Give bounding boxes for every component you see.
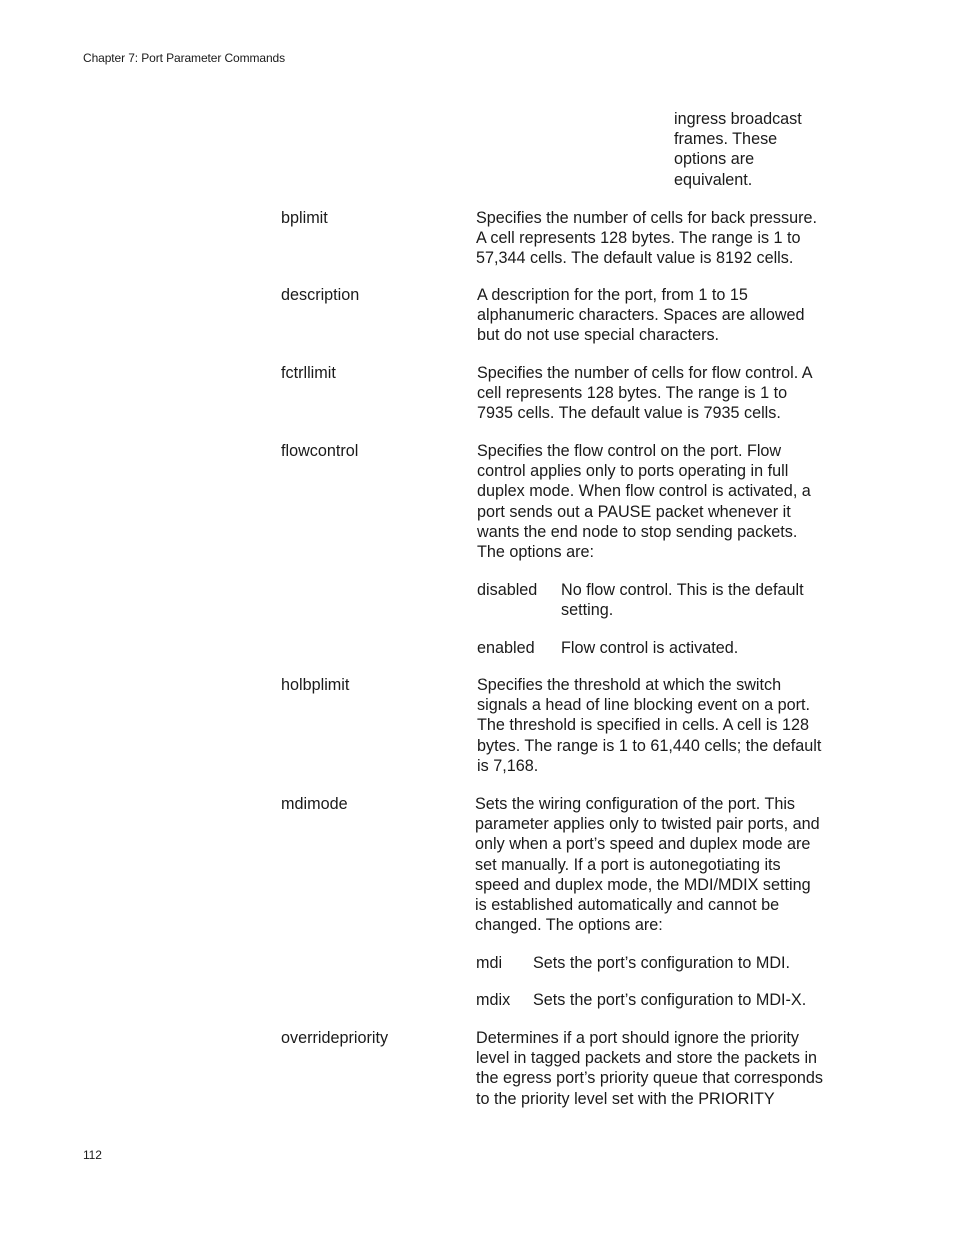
text-line: duplex mode. When flow control is activated, a — [477, 482, 811, 501]
text-line: The threshold is specified in cells. A cell is 128 — [477, 716, 810, 735]
param-name-flowcontrol: flowcontrol — [281, 442, 359, 460]
running-header: Chapter 7: Port Parameter Commands — [83, 51, 286, 65]
text-line: bytes. The range is 1 to 61,440 cells; the default — [477, 736, 822, 755]
option-name-enabled: enabled — [477, 639, 535, 657]
param-name-description: description — [281, 286, 360, 304]
text-line: Specifies the number of cells for flow control. A — [477, 364, 813, 382]
option-desc-enabled — [561, 638, 738, 658]
option-desc-disabled — [561, 580, 804, 620]
text-line: signals a head of line blocking event on a port. — [477, 696, 810, 715]
param-desc-description — [477, 285, 805, 346]
param-name-bplimit: bplimit — [281, 209, 328, 227]
text-line: equivalent. — [674, 170, 753, 189]
text-line: speed and duplex mode, the MDI/MDIX setting — [475, 875, 811, 894]
text-line: only when a port’s speed and duplex mode are — [475, 835, 811, 854]
option-name-disabled: disabled — [477, 581, 538, 599]
param-desc-mdimode — [475, 794, 820, 935]
param-desc-flowcontrol — [477, 441, 811, 562]
option-name-mdi: mdi — [476, 954, 503, 972]
text-line: options are — [674, 150, 755, 169]
text-line: control applies only to ports operating in full — [477, 462, 789, 481]
option-desc-mdi — [533, 953, 790, 973]
text-line: is established automatically and cannot be — [475, 896, 780, 915]
param-name-holbplimit: holbplimit — [281, 676, 350, 694]
text-line: set manually. If a port is autonegotiating its — [475, 855, 781, 874]
param-desc-fctrllimit — [477, 363, 813, 424]
text-line: changed. The options are: — [475, 916, 663, 935]
param-desc-bplimit — [476, 208, 817, 269]
text-line: Sets the port’s configuration to MDI-X. — [533, 991, 807, 1009]
text-line: frames. These — [674, 130, 778, 149]
param-name-fctrllimit: fctrllimit — [281, 364, 336, 382]
text-line: The options are: — [477, 543, 594, 562]
text-line: ingress broadcast — [674, 110, 802, 128]
option-desc-mdix — [533, 990, 806, 1010]
continuation-text — [674, 109, 802, 190]
text-line: to the priority level set with the PRIORITY — [476, 1089, 775, 1108]
text-line: Specifies the threshold at which the switch — [477, 676, 782, 694]
text-line: is 7,168. — [477, 756, 539, 775]
text-line: setting. — [561, 601, 614, 620]
text-line: 57,344 cells. The default value is 8192 cells. — [476, 249, 794, 268]
text-line: A cell represents 128 bytes. The range is 1 to — [476, 229, 801, 248]
text-line: 7935 cells. The default value is 7935 cells. — [477, 404, 781, 423]
text-line: Determines if a port should ignore the priority — [476, 1029, 800, 1047]
text-line: but do not use special characters. — [477, 326, 720, 345]
text-line: parameter applies only to twisted pair ports, and — [475, 815, 820, 834]
text-line: A description for the port, from 1 to 15 — [477, 286, 748, 304]
param-desc-overridepriority — [476, 1028, 823, 1109]
text-line: wants the end node to stop sending packets. — [477, 522, 798, 541]
text-line: Specifies the flow control on the port. Flow — [477, 442, 782, 460]
param-desc-holbplimit — [477, 675, 821, 776]
text-line: Sets the port’s configuration to MDI. — [533, 954, 791, 972]
text-line: Specifies the number of cells for back pressure. — [476, 209, 817, 227]
param-name-mdimode: mdimode — [281, 795, 348, 813]
text-line: cell represents 128 bytes. The range is 1 to — [477, 384, 788, 403]
text-line: level in tagged packets and store the packets in — [476, 1049, 818, 1068]
text-line: Flow control is activated. — [561, 639, 739, 657]
param-name-overridepriority: overridepriority — [281, 1029, 389, 1047]
text-line: alphanumeric characters. Spaces are allowed — [477, 306, 805, 325]
option-name-mdix: mdix — [476, 991, 511, 1009]
text-line: No flow control. This is the default — [561, 581, 804, 599]
text-line: Sets the wiring configuration of the port. This — [475, 795, 796, 813]
text-line: port sends out a PAUSE packet whenever it — [477, 502, 791, 521]
text-line: the egress port’s priority queue that corresponds — [476, 1069, 824, 1088]
page-number: 112 — [83, 1148, 102, 1162]
